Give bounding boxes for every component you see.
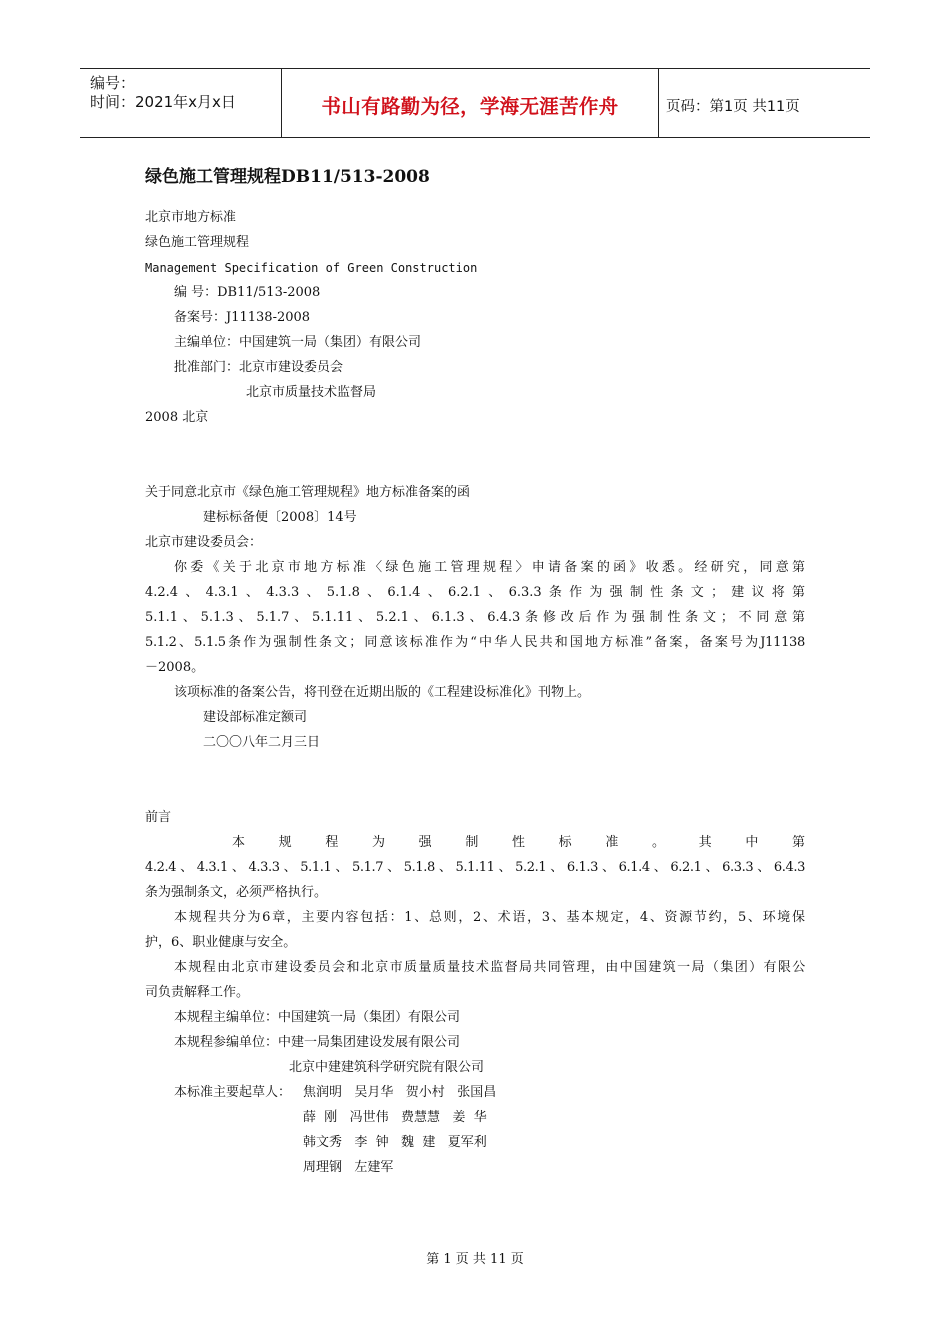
letter-title: 关于同意北京市《绿色施工管理规程》地方标准备案的函 (145, 485, 471, 500)
preface-co-editor-2: 北京中建建筑科学研究院有限公司 (289, 1060, 485, 1075)
preface-p1-line-1: 本规程为强制性标准。其中第 (232, 835, 805, 850)
letter-body-line-1: 你委《关于北京市地方标准〈绿色施工管理规程〉申请备案的函》收悉。经研究，同意第 (174, 560, 805, 575)
letter-date: 二〇〇八年二月三日 (203, 735, 321, 750)
preface-p3-line-2: 司负责解释工作。 (145, 985, 250, 1000)
approval-department-2: 北京市质量技术监督局 (246, 385, 377, 400)
letter-body-line-3: 5.1.1、5.1.3、5.1.7、5.1.11、5.2.1、6.1.3、6.4.3条修改后作为强制性条文；不同意第 (145, 610, 805, 625)
preface-p2-line-1: 本规程共分为6章，主要内容包括：1、总则，2、术语，3、基本规定，4、资源节约，5、环境保 (174, 910, 805, 925)
letter-body-line-6: 该项标准的备案公告，将刊登在近期出版的《工程建设标准化》刊物上。 (174, 685, 591, 700)
record-number: 备案号：J11138-2008 (174, 310, 311, 325)
standard-type: 北京市地方标准 (145, 210, 237, 225)
preface-drafters-row-2: 薛 刚 冯世伟 费慧慧 姜 华 (303, 1110, 487, 1125)
header-page-cell (658, 69, 870, 137)
preface-drafters-label: 本标准主要起草人： (174, 1085, 292, 1100)
document-title: 绿色施工管理规程DB11/513-2008 (145, 167, 430, 187)
letter-reference: 建标标备便〔2008〕14号 (203, 510, 357, 525)
number-label: 编号： (90, 74, 136, 92)
date-label: 时间：2021年x月x日 (90, 93, 236, 111)
preface-drafters-row-3: 韩文秀 李 钟 魏 建 夏军利 (303, 1135, 487, 1150)
standard-name-cn: 绿色施工管理规程 (145, 235, 250, 250)
standard-code: 编 号：DB11/513-2008 (174, 285, 321, 300)
preface-co-editor-1: 本规程参编单位：中建一局集团建设发展有限公司 (174, 1035, 461, 1050)
preface-heading: 前言 (145, 810, 172, 825)
header-motto-cell (281, 69, 659, 137)
preface-p1-line-2: 4.2.4、4.3.1、4.3.3、5.1.1、5.1.7、5.1.8、5.1.11、5.2.1、6.1.3、6.1.4、6.2.1、6.3.3、6.4.3 (145, 860, 805, 875)
preface-drafters-row-4: 周理钢 左建军 (303, 1160, 394, 1175)
page-info: 页码：第1页 共11页 (666, 99, 800, 115)
preface-p1-line-3: 条为强制条文，必须严格执行。 (145, 885, 328, 900)
document-header (80, 68, 870, 138)
letter-body-line-2: 4.2.4、4.3.1、4.3.3、5.1.8、6.1.4、6.2.1、6.3.3条作为强制性条文；建议将第 (145, 585, 805, 600)
motto-text: 书山有路勤为径，学海无涯苦作舟 (321, 95, 619, 118)
chief-editor-unit: 主编单位：中国建筑一局（集团）有限公司 (174, 335, 422, 350)
preface-p3-line-1: 本规程由北京市建设委员会和北京市质量质量技术监督局共同管理，由中国建筑一局（集团）有限公 (174, 960, 805, 975)
letter-signer: 建设部标准定额司 (203, 710, 308, 725)
year-place: 2008 北京 (145, 410, 209, 425)
preface-drafters-row-1: 焦润明 吴月华 贺小村 张国昌 (303, 1085, 497, 1100)
approval-department-1: 批准部门：北京市建设委员会 (174, 360, 344, 375)
letter-body-line-5: －2008。 (145, 660, 205, 675)
letter-recipient: 北京市建设委员会： (145, 535, 263, 550)
preface-chief-editor: 本规程主编单位：中国建筑一局（集团）有限公司 (174, 1010, 461, 1025)
standard-name-en: Management Specification of Green Construction (145, 261, 478, 275)
preface-p2-line-2: 护，6、职业健康与安全。 (145, 935, 297, 950)
letter-body-line-4: 5.1.2、5.1.5条作为强制性条文；同意该标准作为“中华人民共和国地方标准”备案，备案号为J11138 (145, 635, 805, 650)
header-meta-cell (80, 69, 281, 137)
page-footer: 第 1 页 共 11 页 (426, 1252, 524, 1267)
